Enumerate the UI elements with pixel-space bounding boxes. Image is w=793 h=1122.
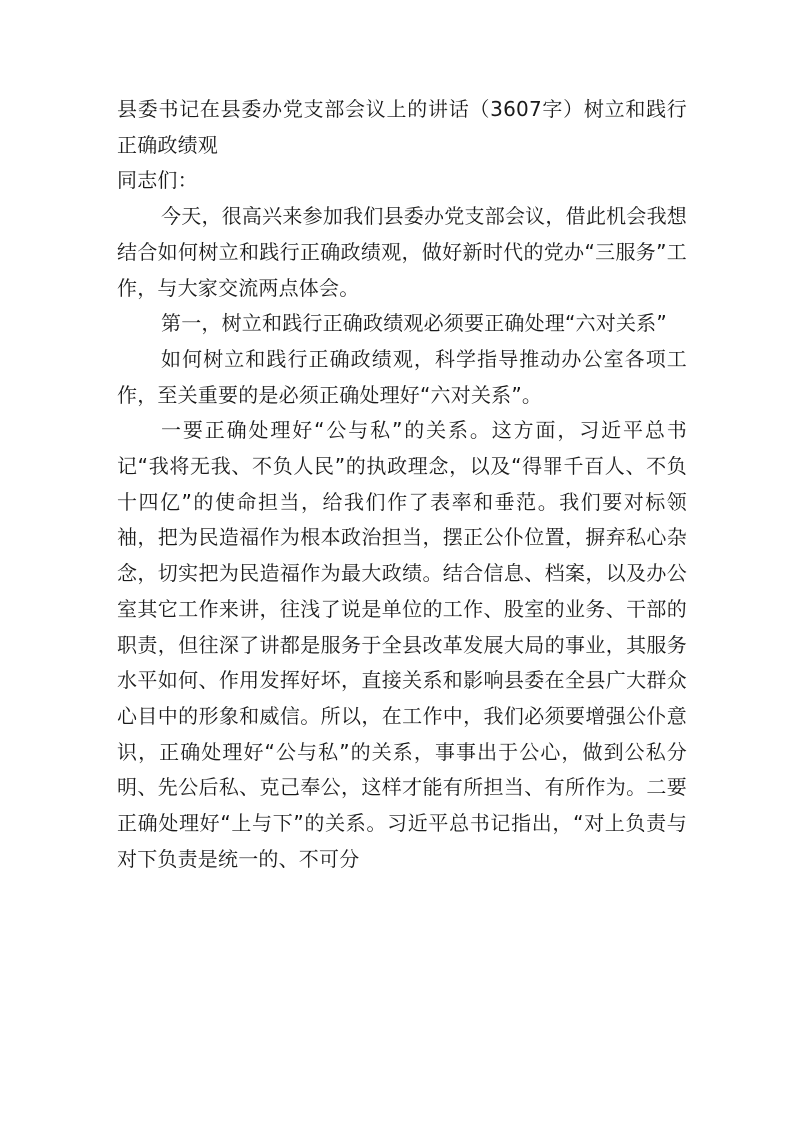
paragraph-intro: 今天，很高兴来参加我们县委办党支部会议，借此机会我想结合如何树立和践行正确政绩观，做好新时代的党办“三服务”工作，与大家交流两点体会。	[117, 204, 687, 300]
section-heading-1: 第一，树立和践行正确政绩观必须要正确处理“六对关系”	[161, 311, 667, 336]
document-body	[117, 92, 687, 877]
document-title: 县委书记在县委办党支部会议上的讲话（3607字）树立和践行正确政绩观	[117, 97, 687, 157]
paragraph-six-relations: 如何树立和践行正确政绩观，科学指导推动办公室各项工作，至关重要的是必须正确处理好“六对关系”。	[117, 346, 687, 407]
paragraph-public-private: 一要正确处理好“公与私”的关系。这方面，习近平总书记“我将无我、不负人民”的执政理念，以及“得罪千百人、不负十四亿”的使命担当，给我们作了表率和垂范。我们要对标领袖，把为民造福作为根本政治担当，摆正公仆位置，摒弃私心杂念，切实把为民造福作为最大政绩。结合信息、档案，以及办公室其它工作来讲，往浅了说是单位的工作、股室的业务、干部的职责，但往深了讲都是服务于全县改革发展大局的事业，其服务水平如何、作用发挥好坏，直接关系和影响县委在全县广大群众心目中的形象和威信。所以，在工作中，我们必须要增强公仆意识，正确处理好“公与私”的关系，事事出于公心，做到公私分明、先公后私、克己奉公，这样才能有所担当、有所作为。二要正确处理好“上与下”的关系。习近平总书记指出，“对上负责与对下负责是统一的、不可分	[117, 418, 687, 871]
salutation: 同志们：	[117, 168, 198, 193]
